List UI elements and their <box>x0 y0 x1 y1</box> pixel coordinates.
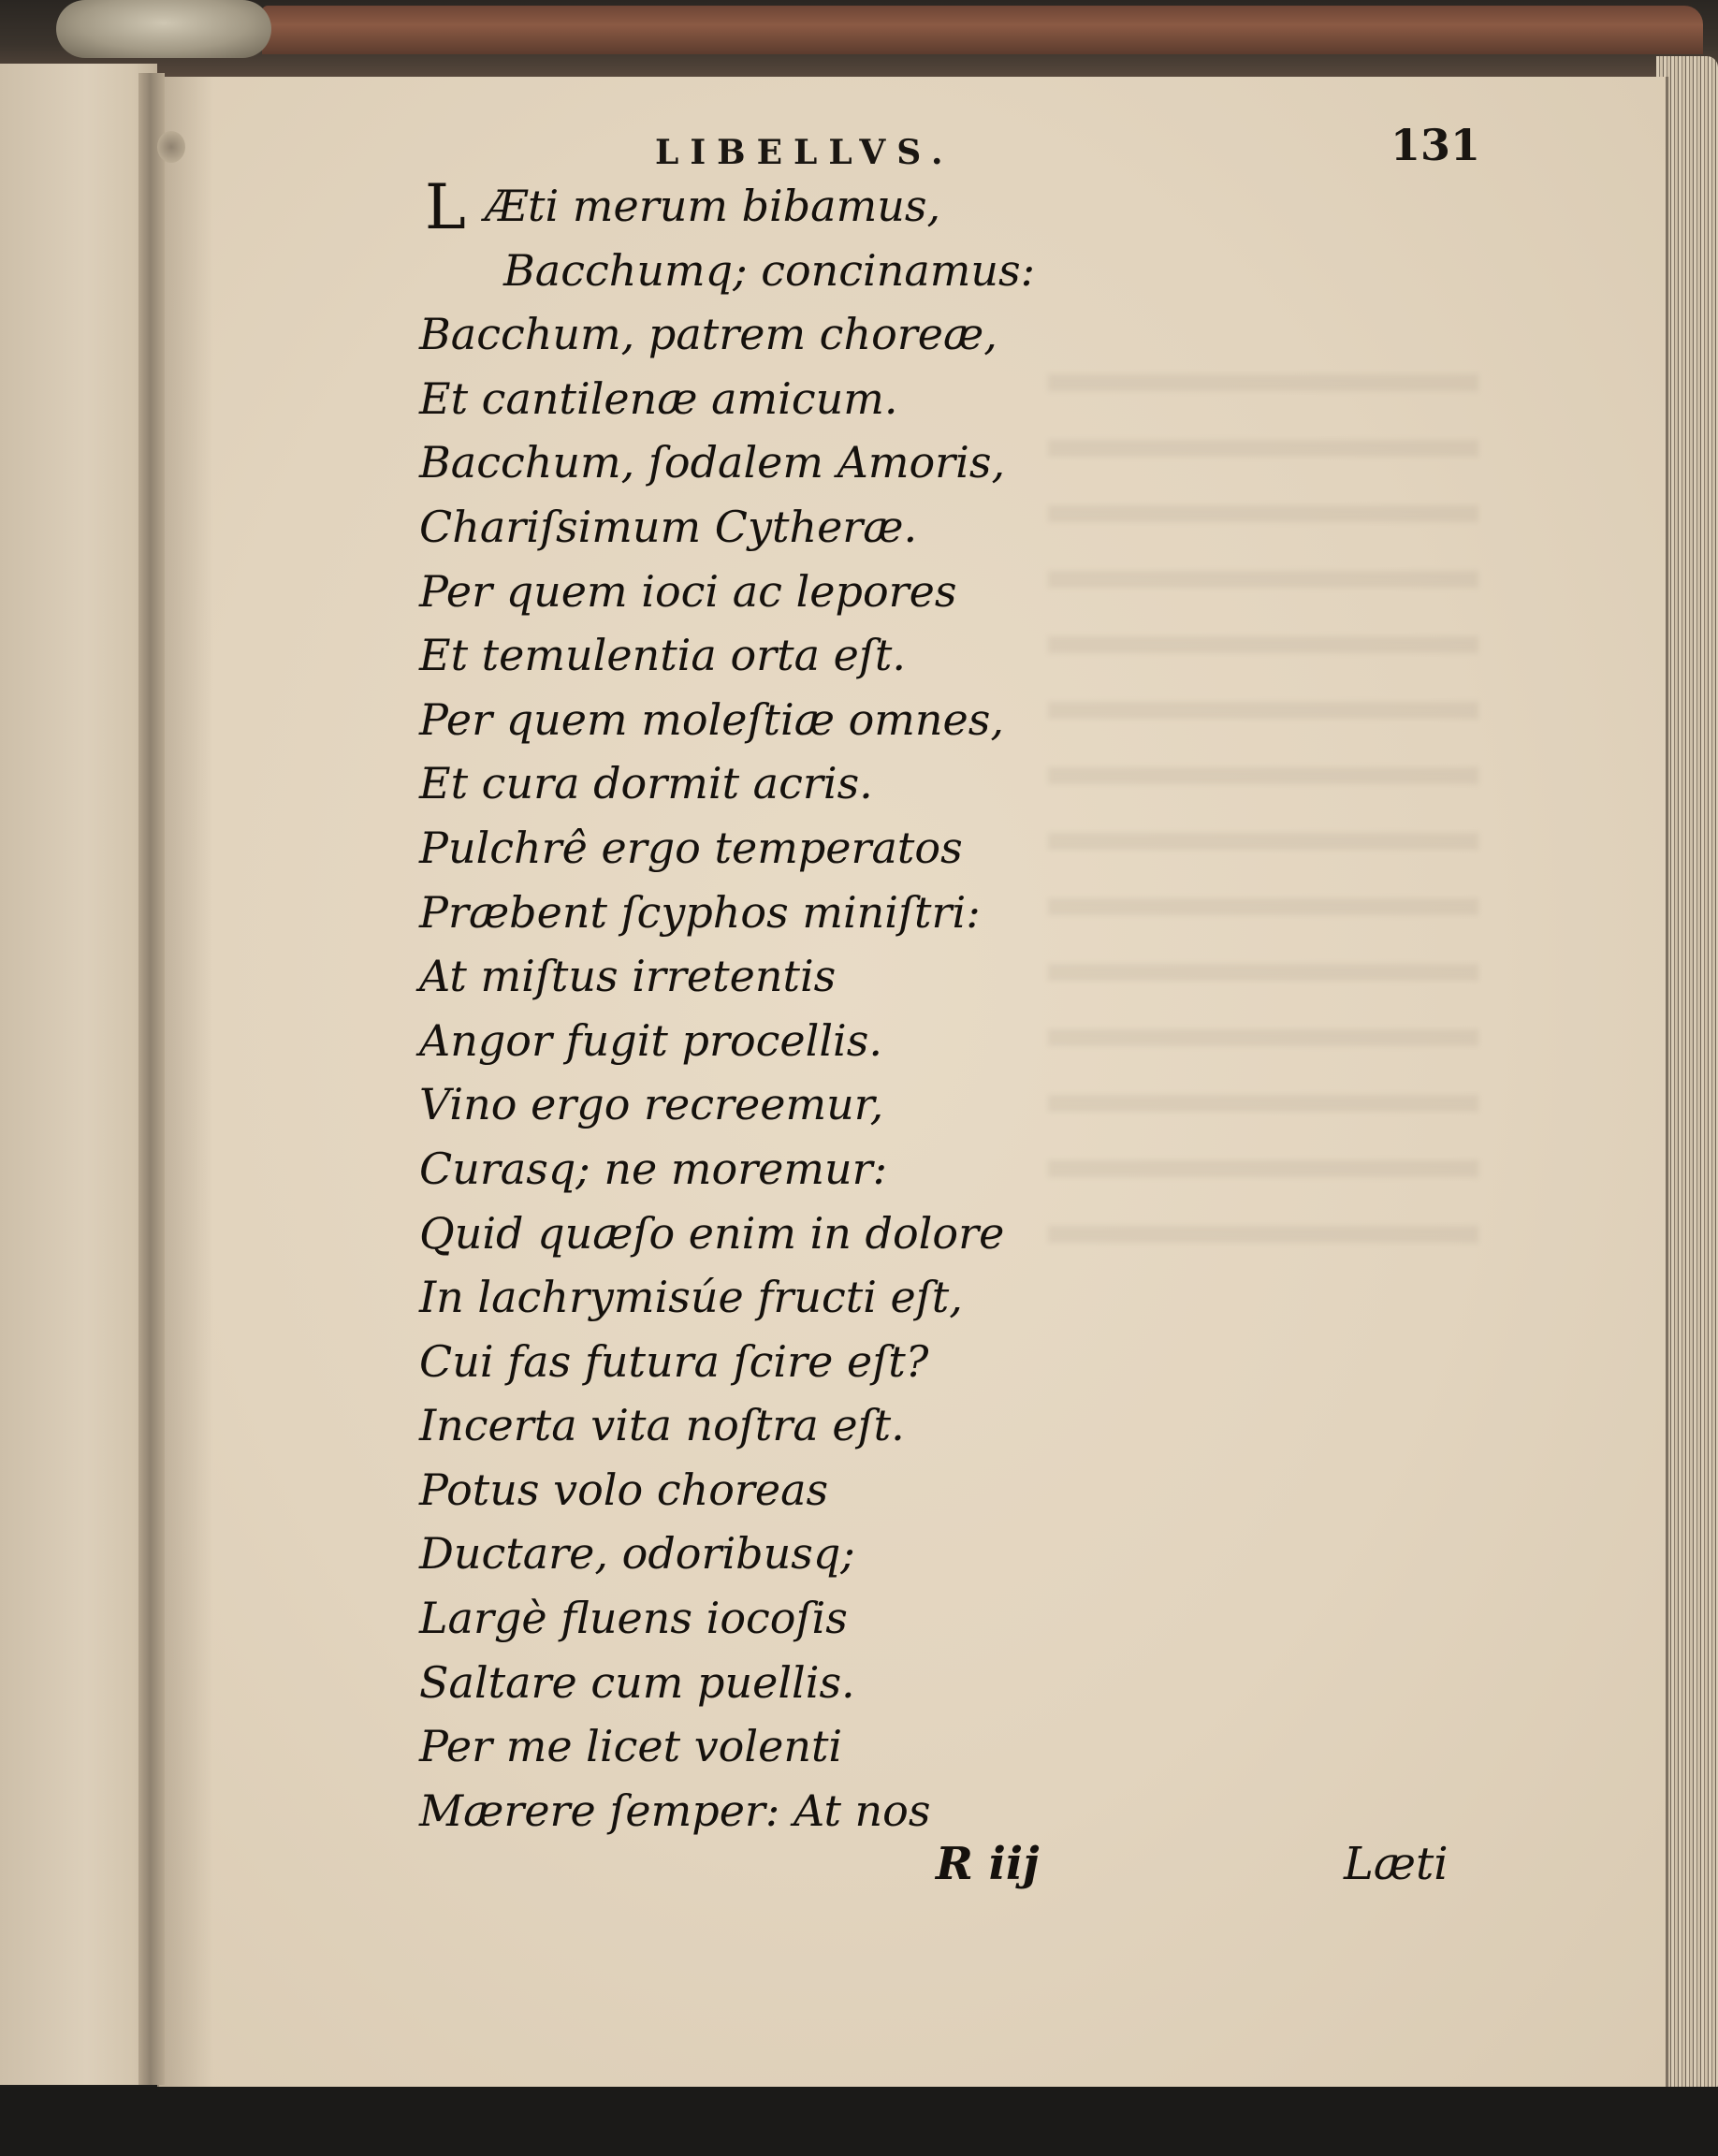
verse-line: Potus volo choreas <box>419 1464 829 1515</box>
verse-line: Per quem ioci ac lepores <box>419 565 957 617</box>
verse-line: Saltare cum puellis. <box>419 1656 855 1708</box>
verse-line: Mærere ſemper: At nos <box>419 1785 931 1836</box>
binding-hole <box>157 131 185 163</box>
verse-line: Præbent ſcyphos miniſtri: <box>419 886 981 938</box>
verse-line: Angor fugit procellis. <box>419 1014 882 1066</box>
verse-line: Et temulentia orta eſt. <box>419 630 907 681</box>
bottom-background <box>0 2087 1718 2156</box>
verse-line: Largè fluens iocoſis <box>419 1593 848 1644</box>
clasp <box>56 0 271 58</box>
verse-text <box>419 171 1449 1843</box>
verse-line: Cui fas futura ſcire eſt? <box>419 1335 929 1387</box>
verse-line: Ductare, odoribusq; <box>419 1528 855 1580</box>
verse-line: Per quem moleſtiæ omnes, <box>419 693 1004 745</box>
verse-line: Vino ergo recreemur, <box>419 1079 884 1130</box>
verse-line: Per me licet volenti <box>419 1721 843 1772</box>
verse-line: Bacchum, patrem choreæ, <box>419 309 997 360</box>
verse-line: Et cura dormit acris. <box>419 758 873 809</box>
signature-mark: R iij <box>936 1838 1040 1890</box>
binding-band <box>262 6 1703 54</box>
drop-initial: L <box>425 171 466 243</box>
left-page-edge <box>0 64 157 2085</box>
folio-number: 131 <box>1390 120 1481 170</box>
verse-line: Pulchrê ergo temperatos <box>419 822 963 873</box>
verse-line: Æti merum bibamus, <box>485 181 941 231</box>
verse-line: Et cantilenæ amicum. <box>419 372 898 424</box>
verse-line: Bacchumq; concinamus: <box>503 244 1036 296</box>
gutter <box>138 73 165 2085</box>
verse-line: In lachrymisúe fructi eſt, <box>419 1272 963 1323</box>
gutter-shadow <box>157 77 213 2087</box>
verse-line: Bacchum, ſodalem Amoris, <box>419 437 1006 488</box>
verse-line: Curasq; ne moremur: <box>419 1143 888 1194</box>
verse-line: Chariſsimum Cytheræ. <box>419 501 918 552</box>
catchword: Læti <box>1344 1838 1449 1890</box>
verse-line: Incerta vita noſtra eſt. <box>419 1400 905 1451</box>
running-head: LIBELLVS. <box>655 133 954 172</box>
verse-line: Quid quæſo enim in dolore <box>419 1207 1005 1259</box>
verse-line: At miſtus irretentis <box>419 951 837 1002</box>
